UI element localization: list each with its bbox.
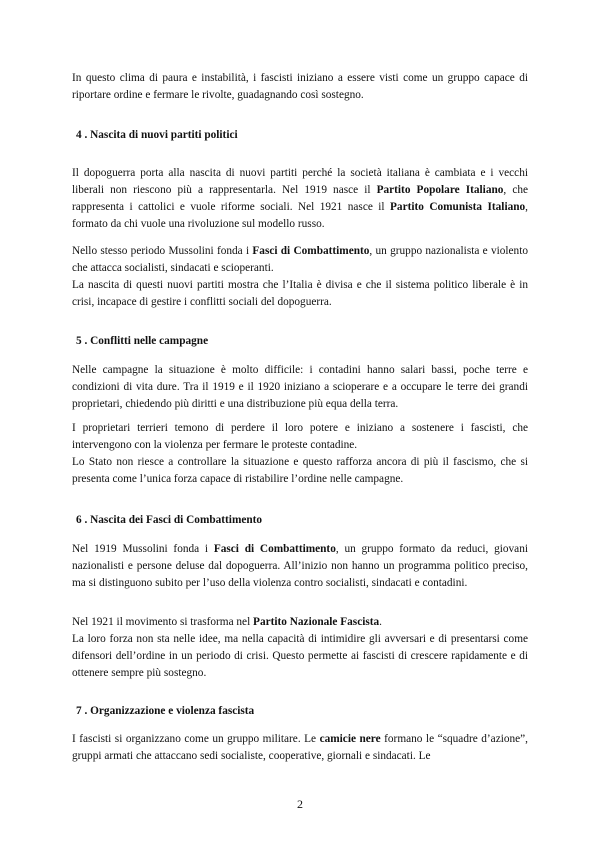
section-7-heading: 7 . Organizzazione e violenza fascista (76, 705, 255, 717)
bold-term-partito-popolare: Partito Popolare Italiano (376, 184, 504, 196)
section-4-paragraph-2 (72, 243, 528, 277)
section-5-paragraph-1: Nelle campagne la situazione è molto difficile: i contadini hanno salari bassi, poche terre e condizioni di vita dure. Tra il 1919 e il 1920 iniziano a scioperare e a occupare le terre dei grandi proprietari, chiedendo più diritti e una distribuzione più equa della terra. (72, 364, 528, 410)
bold-term-partito-nazionale-fascista: Partito Nazionale Fascista (253, 616, 380, 628)
bold-term-fasci-di-combattimento: Fasci di Combattimento (252, 245, 370, 257)
section-5-paragraph-3: Lo Stato non riesce a controllare la situazione e questo rafforza ancora di più il fascismo, che si presenta come l’unica forza capace di ristabilire l’ordine nelle campagne. (72, 456, 528, 485)
text-run: I fascisti si organizzano come un gruppo militare. Le (72, 733, 320, 745)
text-run: Nello stesso periodo Mussolini fonda i (72, 245, 253, 257)
section-6-heading: 6 . Nascita dei Fasci di Combattimento (76, 514, 263, 526)
text-run: , un gruppo nazionalista e violento che attacca socialisti, sindacati e scioperanti. (72, 245, 528, 274)
section-4-paragraph-3: La nascita di questi nuovi partiti mostra che l’Italia è divisa e che il sistema politico liberale è in crisi, incapace di gestire i conflitti sociali del dopoguerra. (72, 279, 528, 308)
bold-term-camicie-nere: camicie nere (319, 733, 381, 745)
section-6-paragraph-1 (72, 541, 528, 592)
text-run: formano le “squadre d’azione”, gruppi armati che attaccano sedi socialiste, cooperative, giornali e sindacati. Le (72, 733, 528, 762)
bold-term-fasci-di-combattimento: Fasci di Combattimento (213, 543, 336, 555)
section-6-paragraph-2 (72, 614, 528, 631)
page-number: 2 (297, 797, 303, 811)
text-run: Nel 1919 Mussolini fonda i (72, 543, 214, 555)
text-run: Nel 1921 il movimento si trasforma nel (72, 616, 254, 628)
text-run: , un gruppo formato da reduci, giovani nazionalisti e persone deluse dal dopoguerra. All’inizio non hanno un programma politico preciso, ma si distinguono subito per l’uso della violenza contro socialisti, sindacati e contadini. (72, 543, 528, 589)
text-run: Il dopoguerra porta alla nascita di nuovi partiti perché la società italiana è cambiata e i vecchi liberali non riescono più a rappresentarla. Nel 1919 nasce il (72, 167, 528, 196)
bold-term-partito-comunista: Partito Comunista Italiano (390, 201, 526, 213)
section-6-paragraph-3: La loro forza non sta nelle idee, ma nella capacità di intimidire gli avversari e di presentarsi come difensori dell’ordine in un periodo di crisi. Questo permette ai fascisti di crescere rapidamente e di ottenere sempre più sostegno. (72, 633, 528, 679)
text-run: . (379, 616, 382, 628)
section-4-heading: 4 . Nascita di nuovi partiti politici (76, 129, 238, 141)
text-run: , formato da chi vuole una rivoluzione sul modello russo. (72, 201, 528, 230)
intro-paragraph: In questo clima di paura e instabilità, i fascisti iniziano a essere visti come un gruppo capace di riportare ordine e fermare le rivolte, guadagnando così sostegno. (72, 72, 528, 101)
section-7-paragraph-1 (72, 731, 528, 765)
section-4-paragraph-1 (72, 165, 528, 233)
section-5-heading: 5 . Conflitti nelle campagne (76, 335, 209, 347)
text-run: , che rappresenta i cattolici e vuole riforme sociali. Nel 1921 nasce il (72, 184, 528, 213)
section-5-paragraph-2: I proprietari terrieri temono di perdere il loro potere e iniziano a sostenere i fascisti, che intervengono con la violenza per fermare le proteste contadine. (72, 422, 528, 451)
